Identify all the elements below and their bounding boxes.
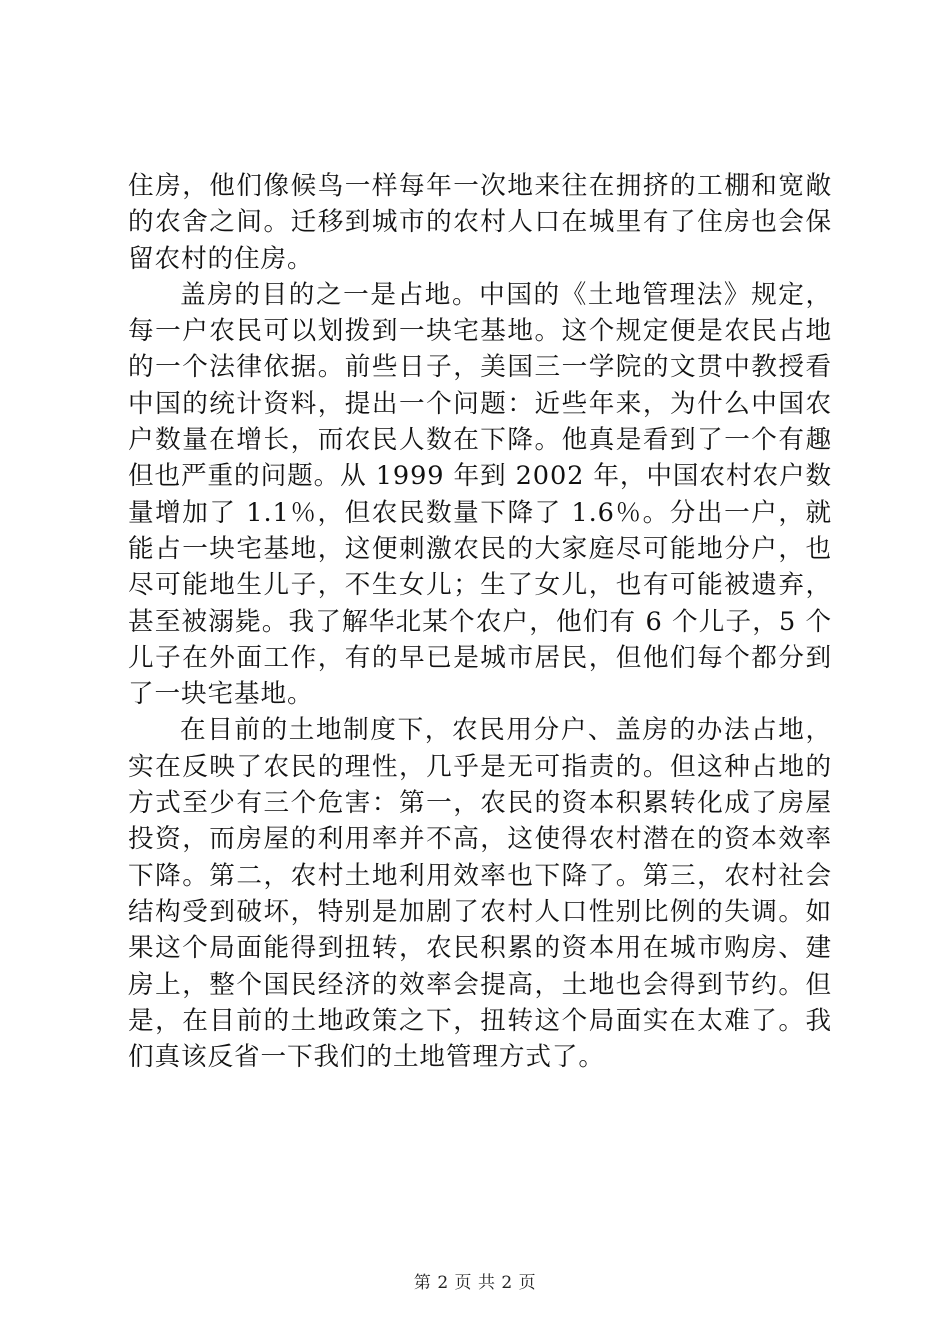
paragraph-continuation: 住房，他们像候鸟一样每年一次地来往在拥挤的工棚和宽敞的农舍之间。迁移到城市的农村人口在城里有了住房也会保留农村的住房。 xyxy=(128,171,832,274)
article-body xyxy=(128,168,832,1075)
paragraph-harms: 在目前的土地制度下，农民用分户、盖房的办法占地，实在反映了农民的理性，几乎是无可指责的。但这种占地的方式至少有三个危害：第一，农民的资本积累转化成了房屋投资，而房屋的利用率并不高，这使得农村潜在的资本效率下降。第二，农村土地利用效率也下降了。第三，农村社会结构受到破坏，特别是加剧了农村人口性别比例的失调。如果这个局面能得到扭转，农民积累的资本用在城市购房、建房上，整个国民经济的效率会提高，土地也会得到节约。但是，在目前的土地政策之下，扭转这个局面实在太难了。我们真该反省一下我们的土地管理方式了。 xyxy=(128,715,832,1073)
paragraph-land-occupation: 盖房的目的之一是占地。中国的《土地管理法》规定，每一户农民可以划拨到一块宅基地。这个规定便是农民占地的一个法律依据。前些日子，美国三一学院的文贯中教授看中国的统计资料，提出一个问题：近些年来，为什么中国农户数量在增长，而农民人数在下降。他真是看到了一个有趣但也严重的问题。从 1999 年到 2002 年，中国农村农户数量增加了 1.1％，但农民数量下降了 1.6％。分出一户，就能占一块宅基地，这便刺激农民的大家庭尽可能地分户，也尽可能地生儿子，不生女儿；生了女儿，也有可能被遗弃，甚至被溺毙。我了解华北某个农户，他们有 6 个儿子，5 个儿子在外面工作，有的早已是城市居民，但他们每个都分到了一块宅基地。 xyxy=(128,279,832,710)
page-footer: 第 2 页 共 2 页 xyxy=(413,1273,537,1293)
